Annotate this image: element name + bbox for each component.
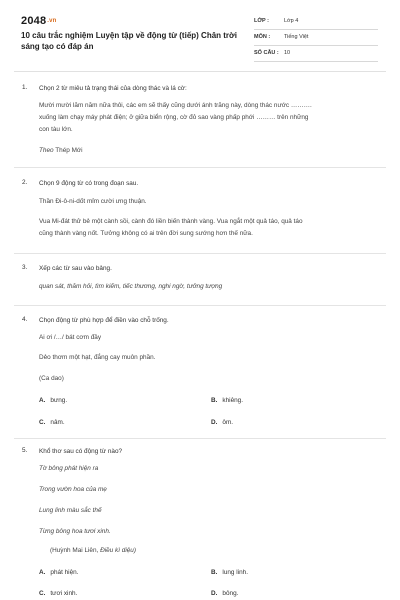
passage-line: Mười mười lăm năm nữa thôi, các em sẽ thấy cũng dưới ánh trăng này, dòng thác nước ………. bbox=[39, 102, 312, 109]
option-text: phát hiện. bbox=[50, 569, 79, 576]
meta-table bbox=[254, 14, 378, 62]
meta-value: Lớp 4 bbox=[284, 18, 299, 24]
header bbox=[0, 0, 400, 68]
question-text: Chọn 2 từ miêu tả trạng thái của dòng thác và lá cờ: bbox=[39, 85, 187, 92]
question-number: 3. bbox=[22, 264, 28, 271]
option-letter: C. bbox=[39, 590, 46, 597]
meta-row-subject bbox=[254, 30, 378, 46]
verse-line: Ai ơi /…/ bát cơm đầy bbox=[39, 334, 102, 341]
poem-line: Từng bông hoa tươi xinh. bbox=[39, 528, 111, 535]
passage-line: Vua Mi-đát thử bẻ một cành sồi, cành đó liền biến thành vàng. Vua ngắt một quả táo, quả táo bbox=[39, 218, 303, 225]
option-d[interactable] bbox=[211, 590, 238, 597]
option-letter: B. bbox=[211, 397, 218, 404]
meta-row-grade bbox=[254, 14, 378, 30]
option-letter: C. bbox=[39, 419, 46, 426]
source-author: Thép Mới bbox=[55, 147, 83, 154]
passage-line: Thần Đi-ô-ni-dốt mỉm cười ưng thuận. bbox=[39, 198, 147, 205]
option-c[interactable] bbox=[39, 419, 65, 426]
option-a[interactable] bbox=[39, 397, 67, 404]
word-list: quan sát, thăm hỏi, tìm kiếm, tiếc thương, nghi ngờ, tưởng tượng bbox=[39, 283, 223, 290]
option-b[interactable] bbox=[211, 397, 243, 404]
option-text: ôm. bbox=[222, 419, 234, 426]
option-letter: D. bbox=[211, 419, 218, 426]
option-text: khiêng. bbox=[222, 397, 244, 404]
option-letter: A. bbox=[39, 397, 46, 404]
option-d[interactable] bbox=[211, 419, 233, 426]
question-text: Xếp các từ sau vào bảng. bbox=[39, 265, 112, 272]
source-prefix: Theo bbox=[39, 147, 54, 154]
meta-value: Tiếng Việt bbox=[284, 34, 309, 40]
passage-line: con tàu lớn. bbox=[39, 126, 73, 133]
question-text: Chọn 9 động từ có trong đoạn sau. bbox=[39, 180, 139, 187]
question-divider bbox=[14, 167, 386, 168]
logo-text: 2048 bbox=[21, 15, 47, 27]
question-number: 4. bbox=[22, 316, 28, 323]
option-letter: D. bbox=[211, 590, 218, 597]
meta-row-count bbox=[254, 46, 378, 62]
meta-key: SỐ CÂU : bbox=[254, 50, 279, 56]
question-number: 2. bbox=[22, 179, 28, 186]
verse-line: Dẻo thơm một hạt, đắng cay muôn phần. bbox=[39, 354, 156, 361]
source-prefix: (Huỳnh Mai Liên, bbox=[50, 547, 99, 554]
header-divider bbox=[14, 71, 386, 72]
poem-source bbox=[50, 546, 395, 556]
question-number: 1. bbox=[22, 84, 28, 91]
question-text: Khổ thơ sau có động từ nào? bbox=[39, 448, 123, 455]
question-divider bbox=[14, 253, 386, 254]
poem-line: Tờ bông phát hiện ra bbox=[39, 465, 99, 472]
option-text: bưng. bbox=[50, 397, 68, 404]
option-a[interactable] bbox=[39, 569, 78, 576]
passage-line: xuống làm chạy máy phát điện; ở giữa biển rộng, cờ đỏ sao vàng phấp phới ……… trên những bbox=[39, 114, 309, 121]
passage-source bbox=[39, 146, 384, 156]
option-letter: A. bbox=[39, 569, 46, 576]
option-text: tươi xinh. bbox=[50, 590, 78, 597]
option-letter: B. bbox=[211, 569, 218, 576]
option-text: lung linh. bbox=[222, 569, 248, 576]
meta-key: LỚP : bbox=[254, 18, 269, 24]
option-text: nâm. bbox=[50, 419, 65, 426]
option-c[interactable] bbox=[39, 590, 77, 597]
logo-suffix: .vn bbox=[47, 18, 57, 24]
question-text: Chọn động từ phù hợp để điền vào chỗ trống. bbox=[39, 317, 169, 324]
question-divider bbox=[14, 438, 386, 439]
meta-key: MÔN : bbox=[254, 34, 271, 40]
site-logo[interactable] bbox=[21, 15, 57, 27]
question-number: 5. bbox=[22, 447, 28, 454]
meta-value: 10 bbox=[284, 50, 291, 56]
option-b[interactable] bbox=[211, 569, 248, 576]
option-text: bông. bbox=[222, 590, 239, 597]
poem-line: Trong vườn hoa của mẹ bbox=[39, 486, 107, 493]
passage-line: cũng thành vàng nốt. Tưởng không có ai trên đời sung sướng hơn thế nữa. bbox=[39, 230, 253, 237]
source-title: Điều kì diệu) bbox=[100, 547, 136, 554]
question-divider bbox=[14, 305, 386, 306]
verse-source: (Ca dao) bbox=[39, 375, 64, 382]
poem-line: Lung linh màu sắc thế bbox=[39, 507, 102, 514]
page-title: 10 câu trắc nghiệm Luyện tập về động từ (tiếp) Chân trời sáng tạo có đáp án bbox=[21, 31, 237, 51]
